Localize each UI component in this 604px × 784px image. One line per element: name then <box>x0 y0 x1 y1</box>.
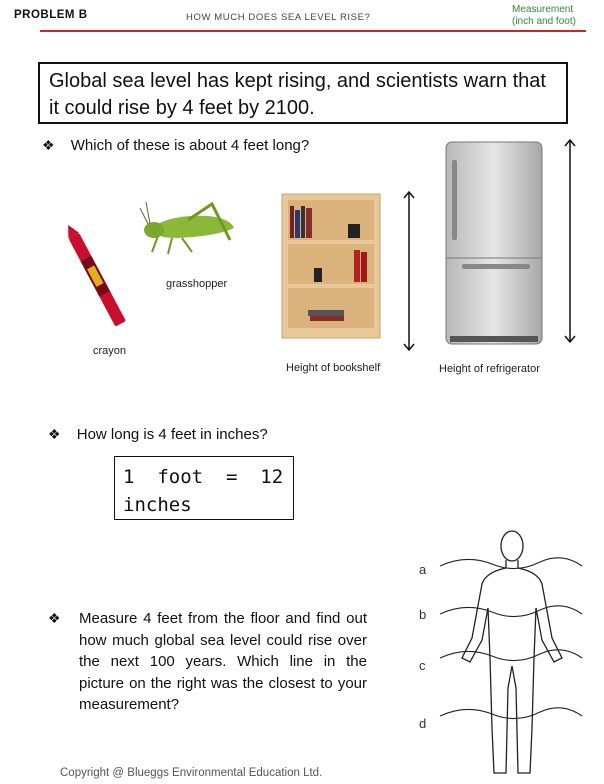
question-2-text: How long is 4 feet in inches? <box>76 426 268 443</box>
question-2 <box>48 426 268 443</box>
category-line-2: (inch and foot) <box>512 16 576 27</box>
bookshelf-caption: Height of bookshelf <box>286 362 381 374</box>
bookshelf-height-arrow <box>402 190 416 352</box>
category-label <box>512 4 576 28</box>
question-3-text: Measure 4 feet from the floor and find out how much global sea level could rise over the next 100 years. Which line in the picture on the right was the closest to your measurement? <box>79 610 367 713</box>
bullet-icon: ❖ <box>42 137 55 153</box>
question-1 <box>42 137 309 154</box>
refrigerator-caption: Height of refrigerator <box>439 363 540 375</box>
topic-title: HOW MUCH DOES SEA LEVEL RISE? <box>186 12 371 23</box>
copyright-footer: Copyright @ Blueggs Environmental Education Ltd. <box>60 767 323 779</box>
conversion-line-1: 1 foot = 12 <box>123 466 284 488</box>
refrigerator-image <box>444 140 544 346</box>
line-marker-b: b <box>419 607 427 622</box>
header-divider <box>40 30 586 32</box>
category-line-1: Measurement <box>512 4 574 15</box>
bullet-icon: ❖ <box>48 426 61 442</box>
problem-label: PROBLEM B <box>14 9 88 21</box>
line-marker-c: c <box>419 658 426 673</box>
water-line-a <box>440 558 582 569</box>
line-marker-a: a <box>419 562 427 577</box>
intro-banner: Global sea level has kept rising, and scientists warn that it could rise by 4 feet by 2100. <box>38 62 568 124</box>
crayon-caption: crayon <box>93 345 127 357</box>
conversion-line-2: inches <box>123 494 192 516</box>
human-figure-diagram <box>436 528 586 782</box>
grasshopper-caption: grasshopper <box>166 278 228 290</box>
question-1-text: Which of these is about 4 feet long? <box>70 137 310 154</box>
bookshelf-image <box>280 192 382 342</box>
refrigerator-height-arrow <box>563 138 577 344</box>
conversion-box <box>114 456 294 520</box>
grasshopper-image <box>138 200 242 260</box>
water-line-b <box>440 606 582 617</box>
line-marker-d: d <box>419 716 427 731</box>
bullet-icon: ❖ <box>48 610 61 626</box>
crayon-image <box>60 225 140 345</box>
water-line-d <box>440 708 582 719</box>
